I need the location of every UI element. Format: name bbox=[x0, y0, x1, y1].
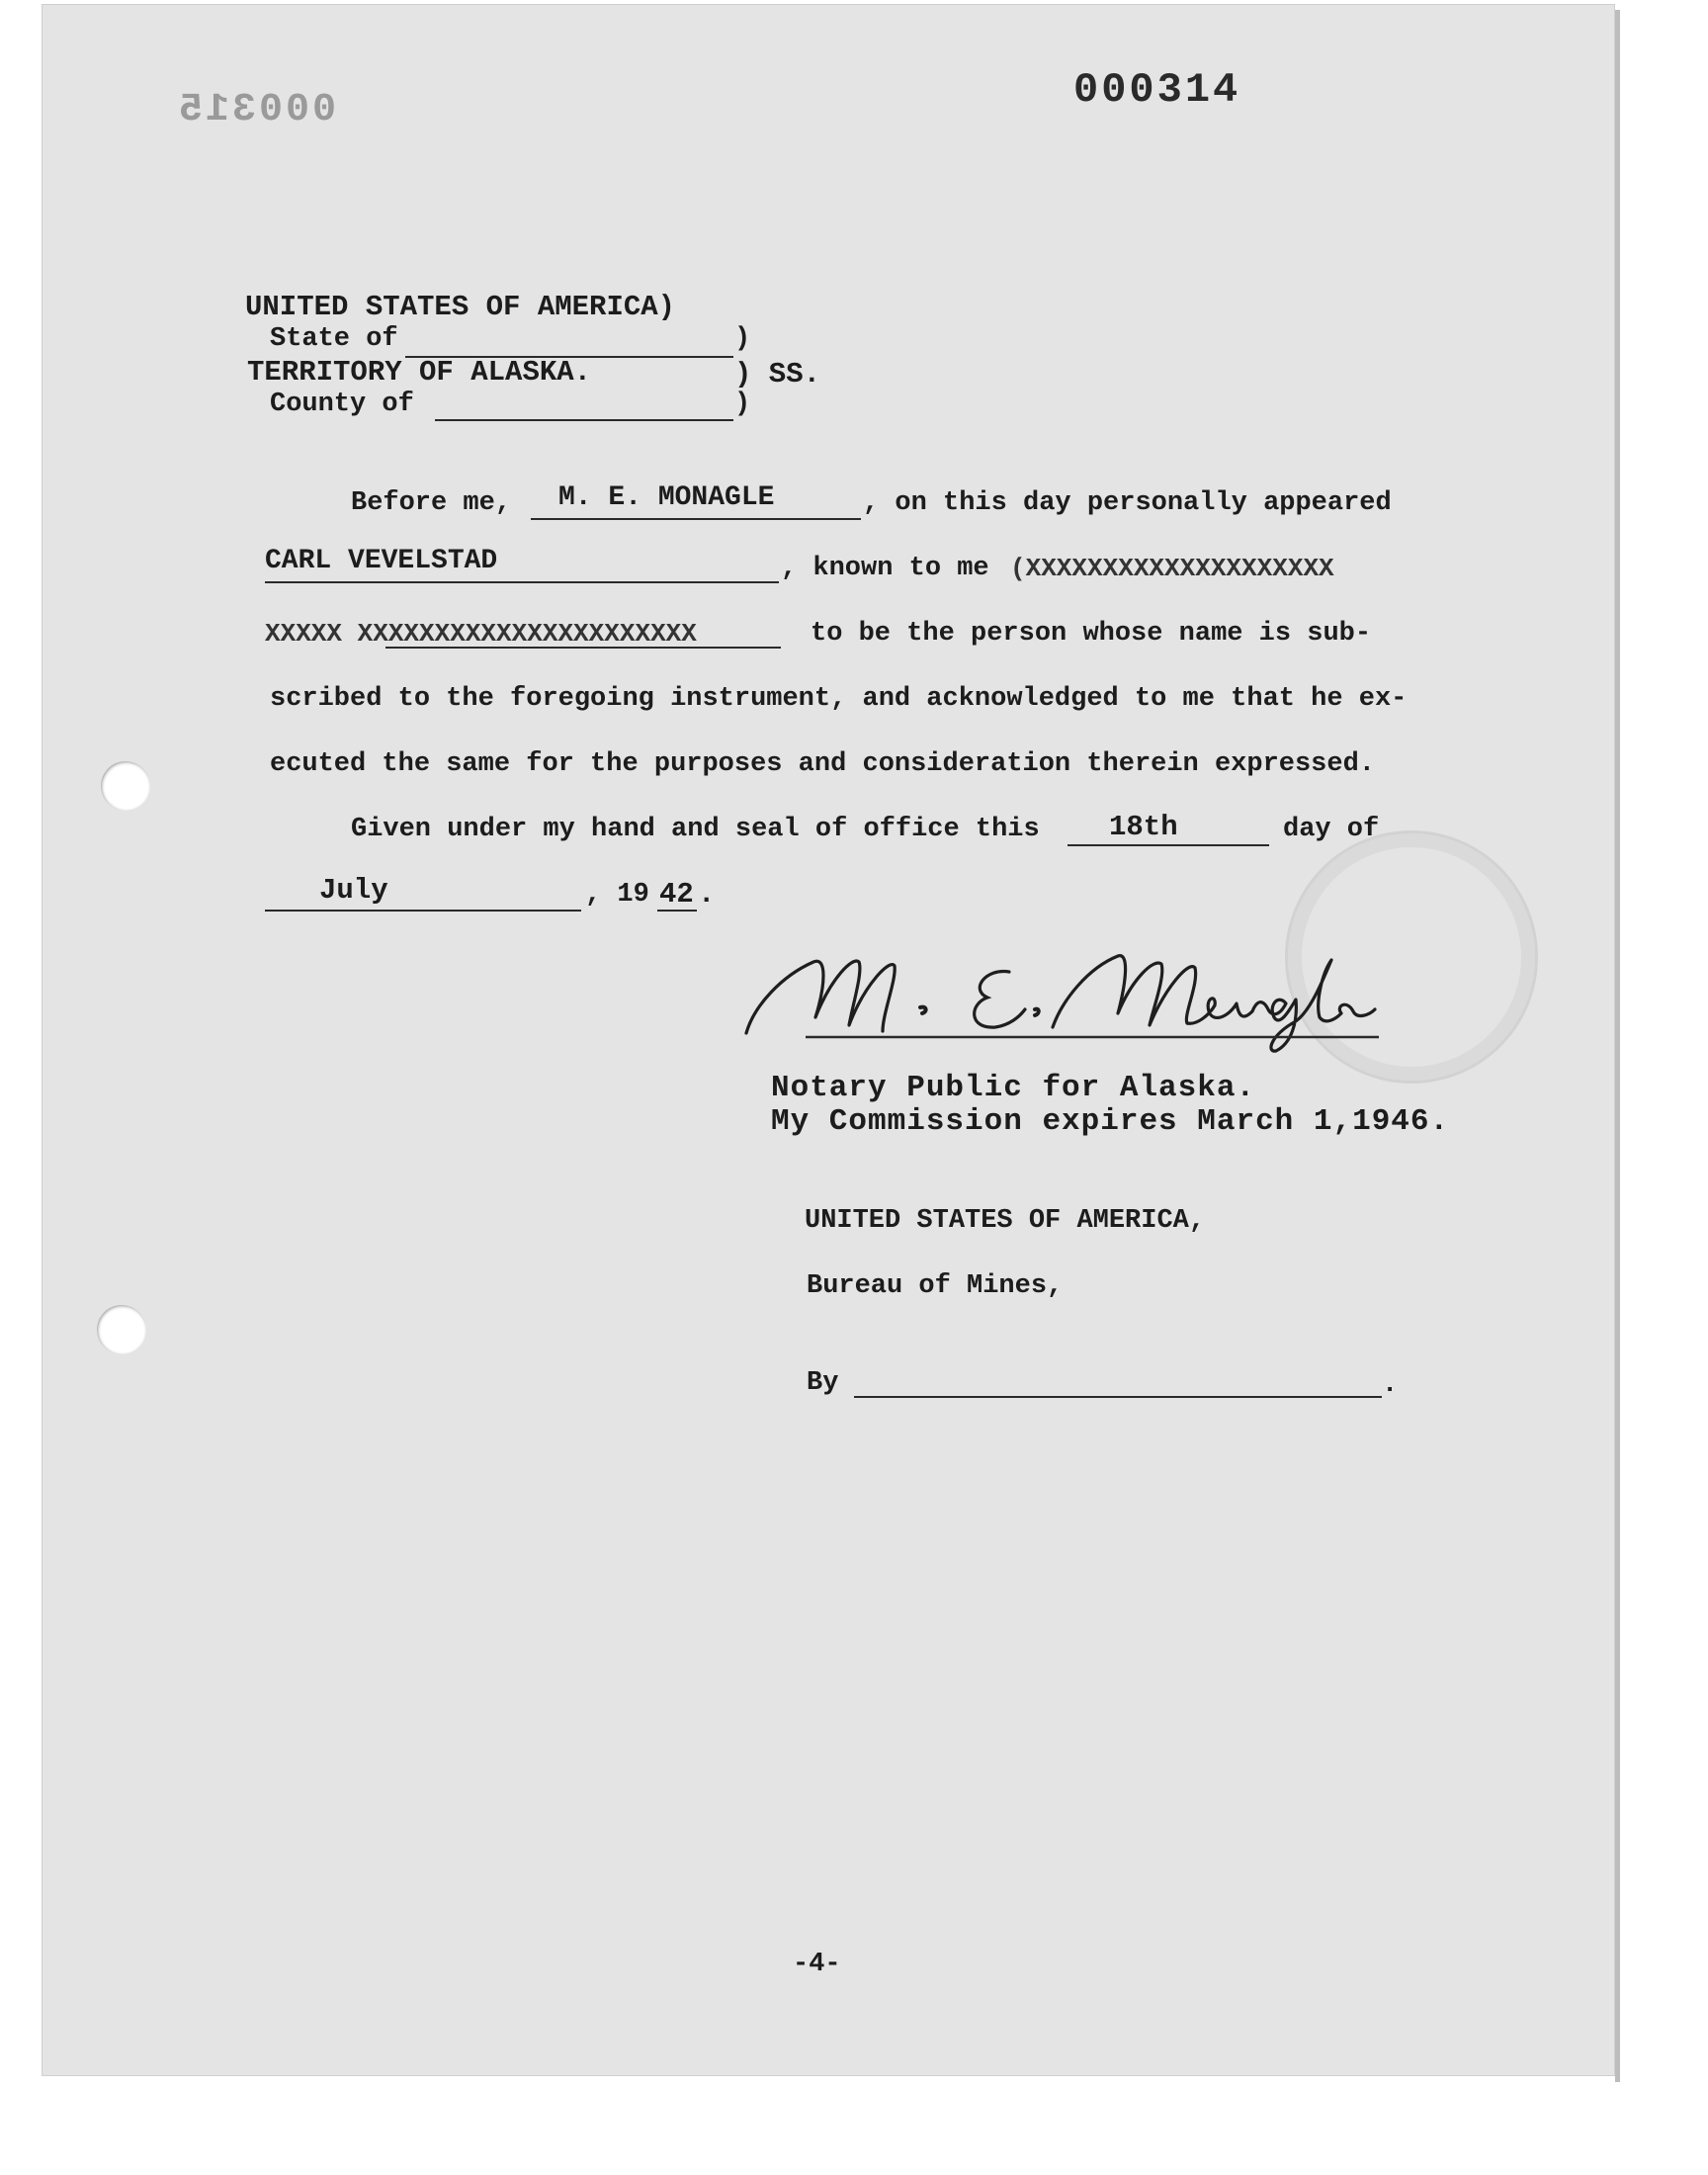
day-of-text: day of bbox=[1283, 815, 1380, 844]
struck-through-text: XXXXX XXXXXXXXXXXXXXXXXXXXXX bbox=[265, 619, 697, 649]
document-number: 000314 bbox=[1073, 66, 1241, 114]
appearer-name: CARL VEVELSTAD bbox=[265, 546, 498, 576]
venue-state-label: State of bbox=[270, 324, 398, 354]
notary-commission: My Commission expires March 1,1946. bbox=[771, 1104, 1450, 1139]
footer-by-label: By bbox=[807, 1368, 839, 1398]
notary-title: Notary Public for Alaska. bbox=[771, 1071, 1256, 1105]
page-edge bbox=[1615, 10, 1620, 2082]
venue-county-label: County of bbox=[270, 390, 414, 419]
given-month-line bbox=[265, 910, 581, 912]
appearer-name-line bbox=[265, 581, 779, 583]
venue-county-close: ) bbox=[734, 390, 751, 419]
venue-country: UNITED STATES OF AMERICA) bbox=[245, 291, 676, 323]
notary-name-line bbox=[531, 518, 861, 520]
county-blank-line bbox=[435, 419, 733, 421]
acknowledgment-line-3: to be the person whose name is sub- bbox=[811, 619, 1372, 649]
venue-state-close: ) bbox=[734, 324, 751, 354]
known-to-me-text: , known to me bbox=[781, 554, 989, 583]
given-under-text: Given under my hand and seal of office this bbox=[351, 815, 1040, 844]
given-day: 18th bbox=[1109, 811, 1178, 843]
footer-entity: UNITED STATES OF AMERICA, bbox=[805, 1206, 1206, 1236]
given-month: July bbox=[319, 874, 388, 907]
appeared-text: , on this day personally appeared bbox=[863, 488, 1392, 518]
footer-bureau: Bureau of Mines, bbox=[807, 1271, 1064, 1301]
given-day-line bbox=[1068, 844, 1269, 846]
given-year-prefix: , 19 bbox=[585, 880, 649, 910]
punch-hole bbox=[97, 1305, 146, 1354]
punch-hole bbox=[101, 761, 150, 811]
given-year: 42 bbox=[659, 878, 694, 911]
page-number: -4- bbox=[793, 1950, 841, 1979]
before-me-label: Before me, bbox=[351, 488, 512, 518]
acknowledgment-line-5: ecuted the same for the purposes and consideration therein expressed. bbox=[270, 749, 1375, 779]
venue-ss: ) SS. bbox=[734, 358, 821, 391]
notary-signature bbox=[736, 914, 1389, 1068]
struck-through-text: (XXXXXXXXXXXXXXXXXXXX bbox=[1010, 554, 1334, 583]
given-period: . bbox=[698, 878, 716, 911]
bleed-through-number: 000315 bbox=[176, 88, 337, 132]
acknowledgment-line-4: scribed to the foregoing instrument, and acknowledged to me that he ex- bbox=[270, 684, 1408, 714]
footer-signature-line bbox=[854, 1396, 1382, 1398]
venue-territory: TERRITORY OF ALASKA. bbox=[247, 356, 592, 389]
given-year-line bbox=[657, 910, 697, 912]
footer-by-period: . bbox=[1382, 1370, 1399, 1400]
notary-name-typed: M. E. MONAGLE bbox=[558, 482, 775, 513]
struck-underline bbox=[385, 647, 781, 649]
